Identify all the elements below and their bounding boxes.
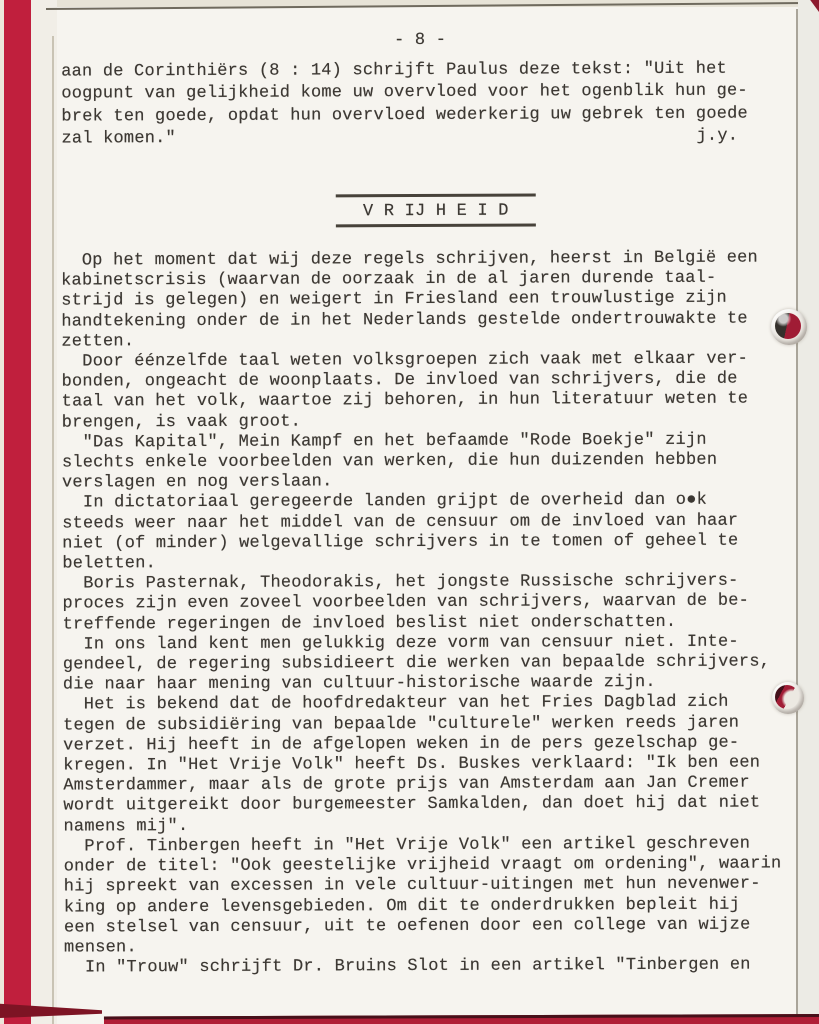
article-body: Op het moment dat wij deze regels schrijven, heerst in België een kabinetscrisis (waarvan de oorzaak in de al jaren durende taal- strijd is gelegen) en weigert in Friesland een trouwlustige zijn handtekening onder de in het Nederlands gestelde ondertrouwakte te zetten. Door éénzelfde taal weten volksgroepen zich vaak met elkaar ver- bonden, ongeacht de woonplaats. De invloed van schrijvers, die de taal van het volk, waartoe zij behoren, in hun literatuur weten te brengen, is vaak groot. "Das Kapital", Mein Kampf en het befaamde "Rode Boekje" zijn slechts enkele voorbeelden van werken, die hun duizenden hebben verslagen en nog verslaan. In dictatoriaal geregeerde landen grijpt de overheid dan o●k steeds weer naar het middel van de censuur om de invloed van haar niet (of minder) welgevallige schrijvers in te tomen of geheel te beletten. Boris Pasternak, Theodorakis, het jongste Russische schrijvers- proces zijn even zoveel voorbeelden van schrijvers, waarvan de be- treffende regeringen de invloed beslist niet onderschatten. In ons land kent men gelukkig deze vorm van censuur niet. Inte- gendeel, de regering subsidieert die werken van bepaalde schrijvers, die naar haar mening van cultuur-historische waarde zijn. Het is bekend dat de hoofdredakteur van het Fries Dagblad zich tegen de subsidiëring van bepaalde "culturele" werken reeds jaren verzet. Hij heeft in de afgelopen weken in de pers gezelschap ge- kregen. In "Het Vrije Volk" heeft Ds. Buskes verklaard: "Ik ben een Amsterdammer, maar als de grote prijs van Amsterdam aan Jan Cremer wordt uitgereikt door burgemeester Samkalden, dan doet hij dat niet namens mij". Prof. Tinbergen heeft in "Het Vrije Volk" een artikel geschreven onder de titel: "Ook geestelijke vrijheid vraagt om ordening", waarin hij spreekt van excessen in vele cultuur-uitingen met hun nevenwer- king op andere levensgebieden. Om dit te onderdrukken bepleit hij een stelsel van censuur, uit te oefenen door een college van wijze mensen. In "Trouw" schrijft Dr. Bruins Slot in een artikel "Tinbergen en: [60, 248, 782, 978]
intro-paragraph: aan de Corinthiërs (8 : 14) schrijft Paulus deze tekst: "Uit het oogpunt van gelijkheid kome uw overvloed voor het ogenblik hun ge- brek ten goede, opdat hun overvloed wederkerig uw gebrek ten goede zal komen.": [61, 59, 748, 149]
author-initials: j.y.: [696, 126, 739, 146]
page-number: - 8 -: [394, 30, 447, 51]
article-title: V R IJ H E I D: [336, 193, 536, 227]
